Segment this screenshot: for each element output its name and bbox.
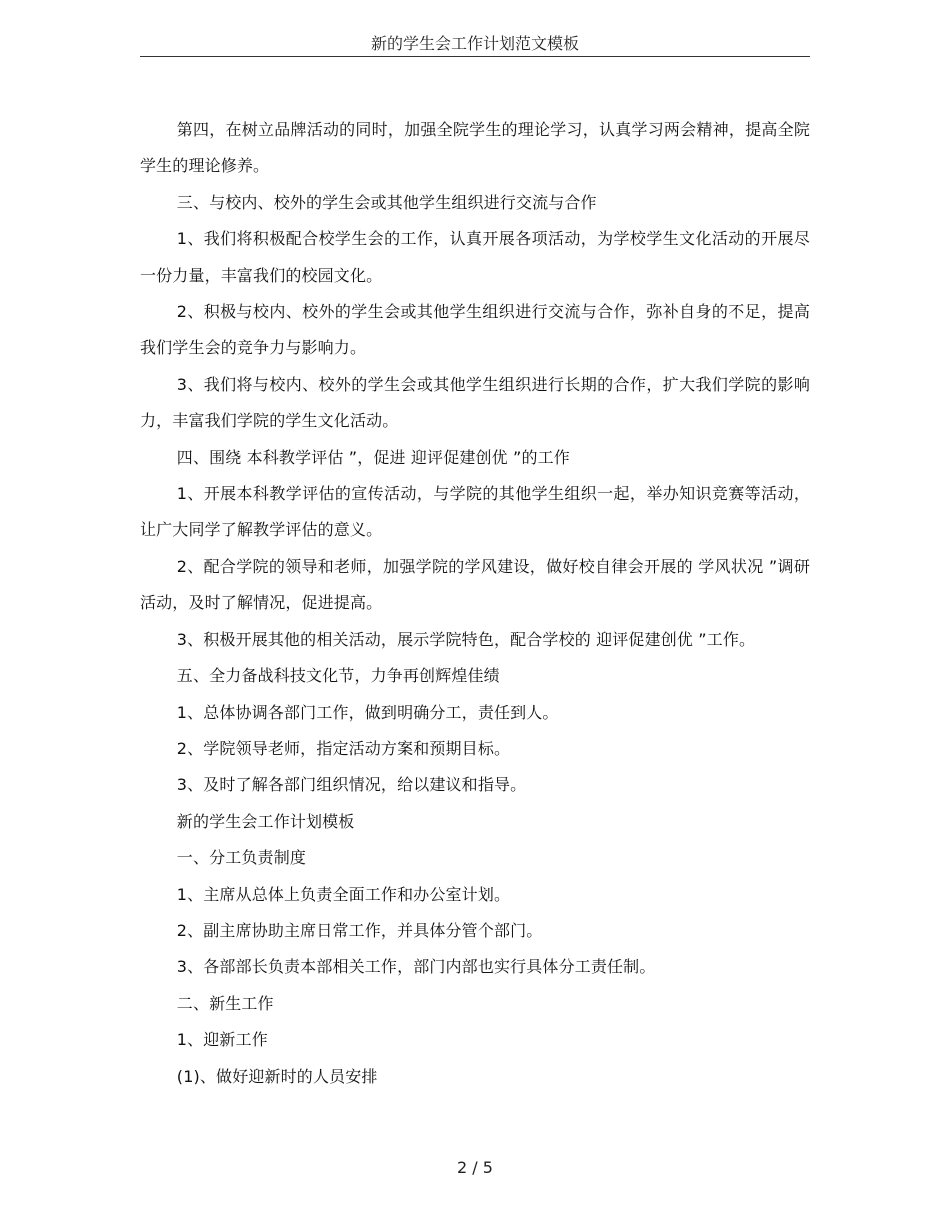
paragraph: 3、及时了解各部门组织情况，给以建议和指导。 bbox=[176, 775, 527, 795]
section-heading: 二、新生工作 bbox=[176, 993, 274, 1013]
section-heading: 四、围绕 本科教学评估 ”，促进 迎评促建创优 ”的工作 bbox=[176, 447, 570, 467]
page-number: 2 / 5 bbox=[457, 1158, 493, 1177]
paragraph: 1、总体协调各部门工作，做到明确分工，责任到人。 bbox=[176, 702, 559, 722]
paragraph: 2、学院领导老师，指定活动方案和预期目标。 bbox=[176, 738, 511, 758]
paragraph: 1、开展本科教学评估的宣传活动，与学院的其他学生组织一起，举办知识竞赛等活动，让广大同学了解教学评估的意义。 bbox=[140, 484, 810, 540]
section-heading: 三、与校内、校外的学生会或其他学生组织进行交流与合作 bbox=[176, 192, 597, 212]
section-heading: 五、全力备战科技文化节，力争再创辉煌佳绩 bbox=[176, 666, 500, 686]
paragraph: 3、我们将与校内、校外的学生会或其他学生组织进行长期的合作，扩大我们学院的影响力，丰富我们学院的学生文化活动。 bbox=[140, 374, 810, 431]
section-title: 新的学生会工作计划模板 bbox=[176, 811, 355, 831]
paragraph: 2、副主席协助主席日常工作，并具体分管个部门。 bbox=[176, 920, 543, 940]
header-divider bbox=[140, 56, 810, 57]
paragraph: (1)、做好迎新时的人员安排 bbox=[176, 1066, 378, 1086]
document-body bbox=[140, 112, 810, 1095]
paragraph: 3、积极开展其他的相关活动，展示学院特色，配合学校的 迎评促建创优 ”工作。 bbox=[176, 629, 756, 649]
paragraph: 第四，在树立品牌活动的同时，加强全院学生的理论学习，认真学习两会精神，提高全院学生的理论修养。 bbox=[140, 120, 810, 176]
paragraph: 2、配合学院的领导和老师，加强学院的学风建设，做好校自律会开展的 学风状况 ”调研活动，及时了解情况，促进提高。 bbox=[140, 556, 810, 613]
paragraph: 2、积极与校内、校外的学生会或其他学生组织进行交流与合作，弥补自身的不足，提高我们学生会的竞争力与影响力。 bbox=[140, 302, 810, 358]
paragraph: 1、我们将积极配合校学生会的工作，认真开展各项活动，为学校学生文化活动的开展尽一份力量，丰富我们的校园文化。 bbox=[140, 229, 810, 285]
paragraph: 1、主席从总体上负责全面工作和办公室计划。 bbox=[176, 884, 511, 904]
paragraph: 1、迎新工作 bbox=[176, 1030, 268, 1050]
page-header-title: 新的学生会工作计划范文模板 bbox=[370, 34, 579, 53]
section-heading: 一、分工负责制度 bbox=[176, 848, 306, 868]
paragraph: 3、各部部长负责本部相关工作，部门内部也实行具体分工责任制。 bbox=[176, 957, 656, 977]
